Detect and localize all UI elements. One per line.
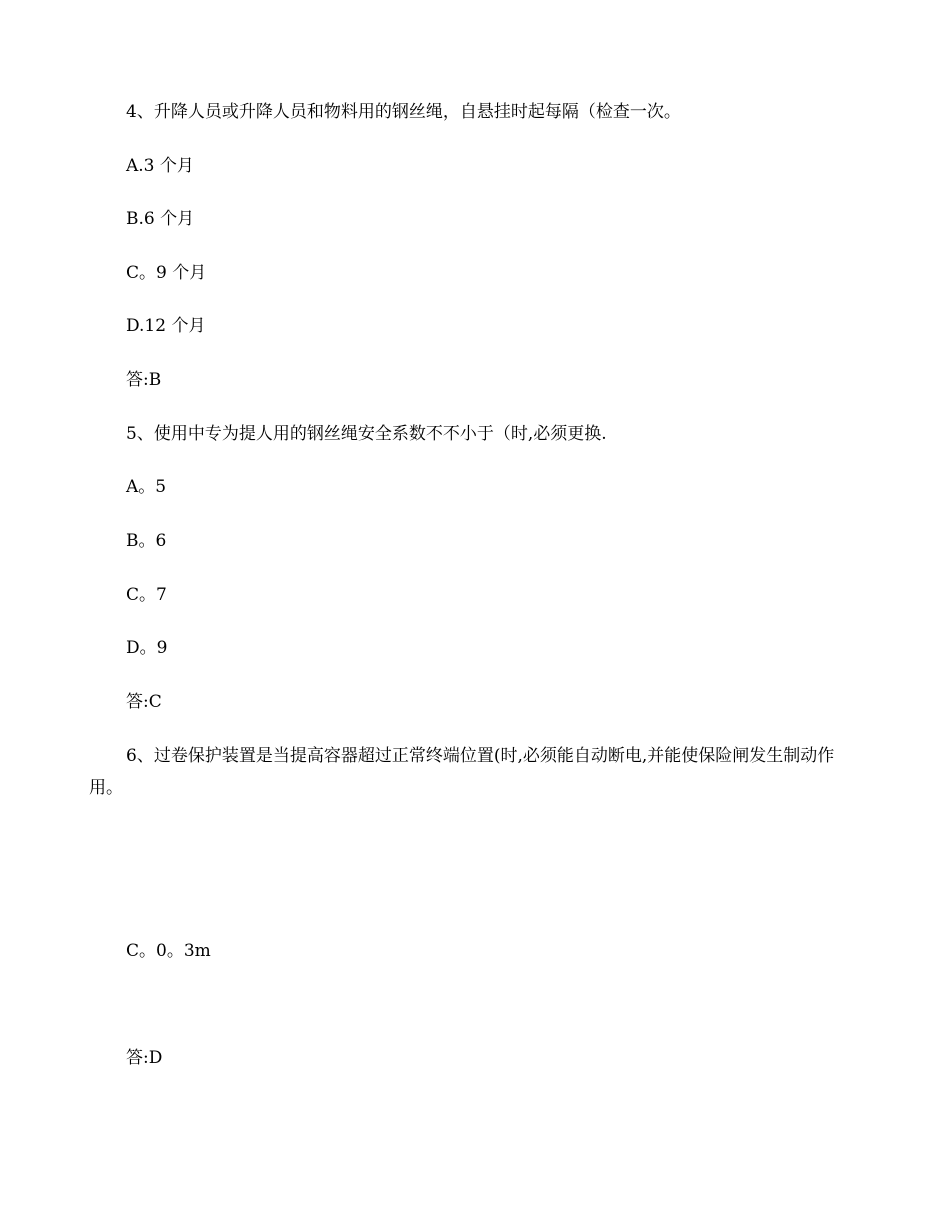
question-4-answer: 答:B — [126, 370, 162, 390]
question-4-option-b: B.6 个月 — [126, 209, 195, 229]
question-6-text: 6、过卷保护装置是当提高容器超过正常终端位置(时,必须能自动断电,并能使保险闸发生制动作用。 — [89, 746, 835, 798]
question-4-text: 4、升降人员或升降人员和物料用的钢丝绳，自悬挂时起每隔（检查一次。 — [126, 102, 681, 122]
question-5-option-d: D。9 — [126, 638, 168, 658]
question-4-option-a: A.3 个月 — [126, 156, 194, 176]
question-5-answer: 答:C — [126, 692, 162, 712]
question-5-option-a: A。5 — [126, 477, 167, 497]
question-6-answer: 答:D — [126, 1048, 163, 1068]
question-5-option-b: B。6 — [126, 531, 167, 551]
question-4-option-c: C。9 个月 — [126, 263, 207, 283]
question-5-text: 5、使用中专为提人用的钢丝绳安全系数不不小于（时,必须更换. — [126, 424, 607, 444]
question-5-option-c: C。7 — [126, 585, 167, 605]
question-4-option-d: D.12 个月 — [126, 316, 206, 336]
question-6-option-c: C。0。3m — [126, 941, 211, 961]
